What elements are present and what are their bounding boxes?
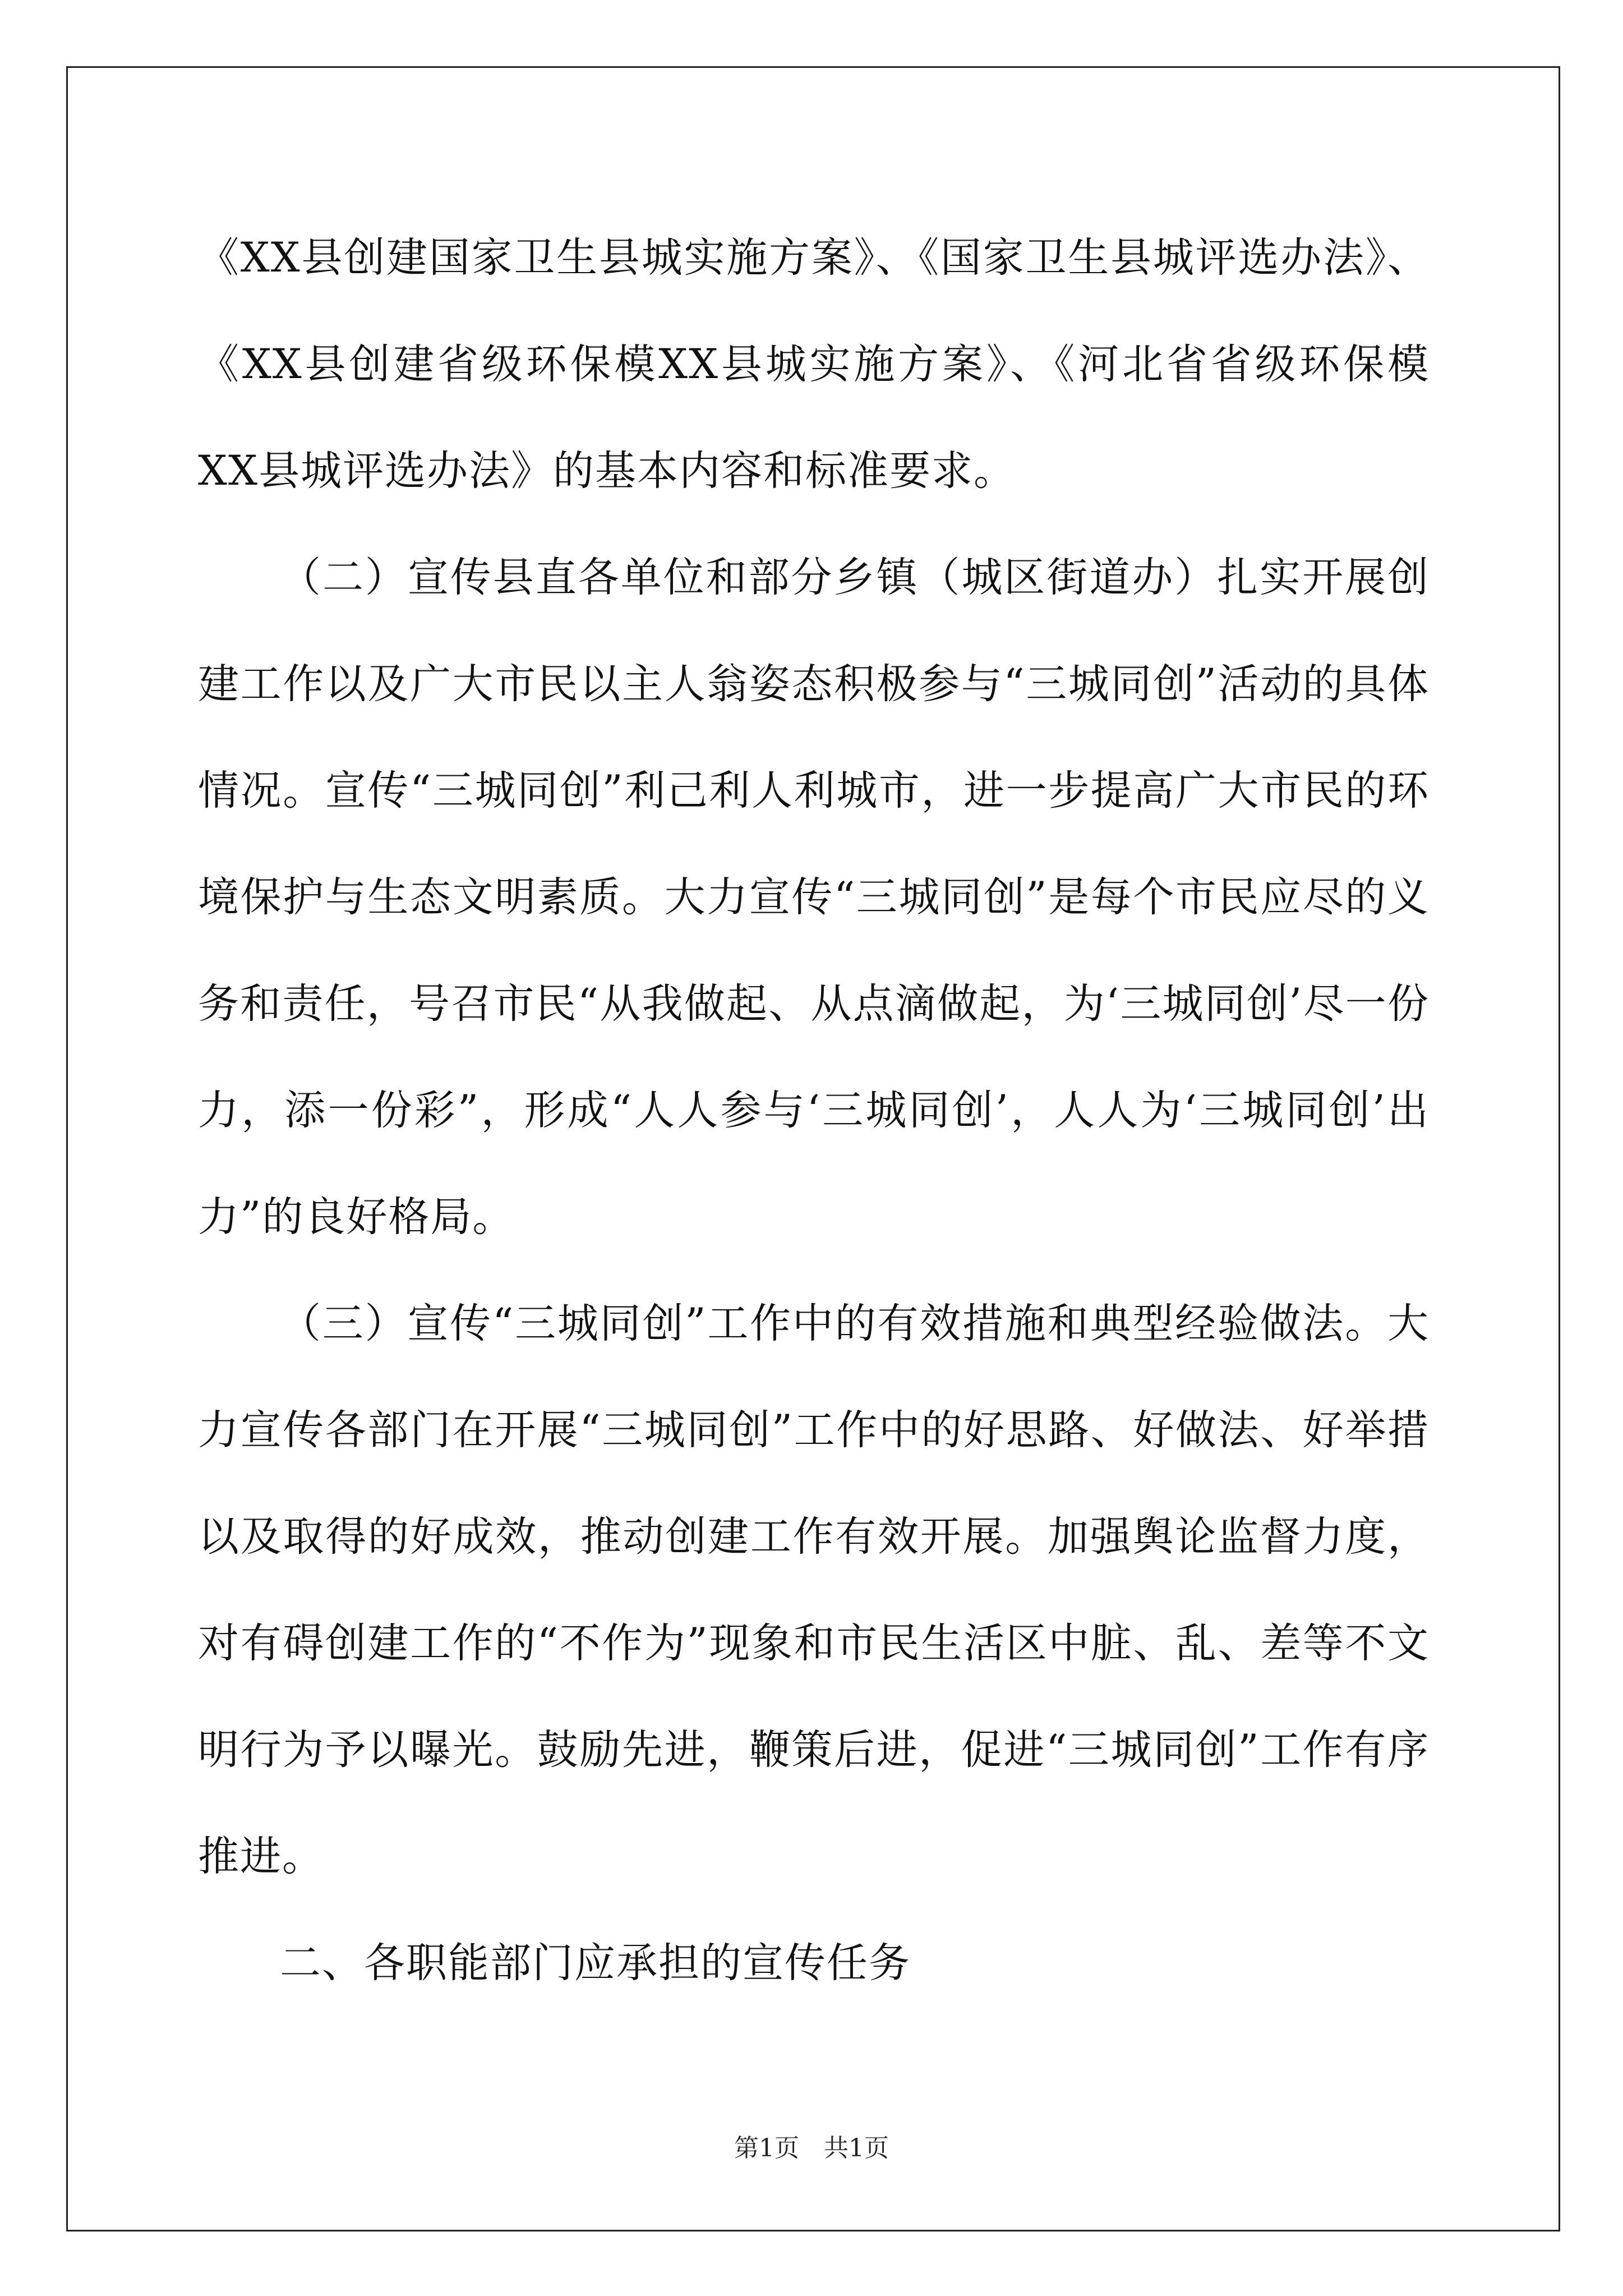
paragraph-standards: 《XX县创建国家卫生县城实施方案》、《国家卫生县城评选办法》、《XX县创建省级环保模XX县城实施方案》、《河北省省级环保模XX县城评选办法》的基本内容和标准要求。 [198, 234, 1430, 495]
heading-department-tasks: 二、各职能部门应承担的宣传任务 [280, 1939, 911, 1987]
paragraph-section-2: （二）宣传县直各单位和部分乡镇（城区街道办）扎实开展创建工作以及广大市民以主人翁姿态积极参与“三城同创”活动的具体情况。宣传“三城同创”利己利人利城市，进一步提高广大市民的环境保护与生态文明素质。大力宣传“三城同创”是每个市民应尽的义务和责任，号召市民“从我做起、从点滴做起，为‘三城同创’尽一份力，添一份彩”，形成“人人参与‘三城同创’，人人为‘三城同创’出力”的良好格局。 [198, 554, 1430, 1241]
paragraph-section-3: （三）宣传“三城同创”工作中的有效措施和典型经验做法。大力宣传各部门在开展“三城同创”工作中的好思路、好做法、好举措以及取得的好成效，推动创建工作有效开展。加强舆论监督力度，对有碍创建工作的“不作为”现象和市民生活区中脏、乱、差等不文明行为予以曝光。鼓励先进，鞭策后进，促进“三城同创”工作有序推进。 [198, 1300, 1430, 1880]
page-number: 第1页 共1页 [734, 2134, 889, 2162]
document-body [198, 205, 1430, 2017]
